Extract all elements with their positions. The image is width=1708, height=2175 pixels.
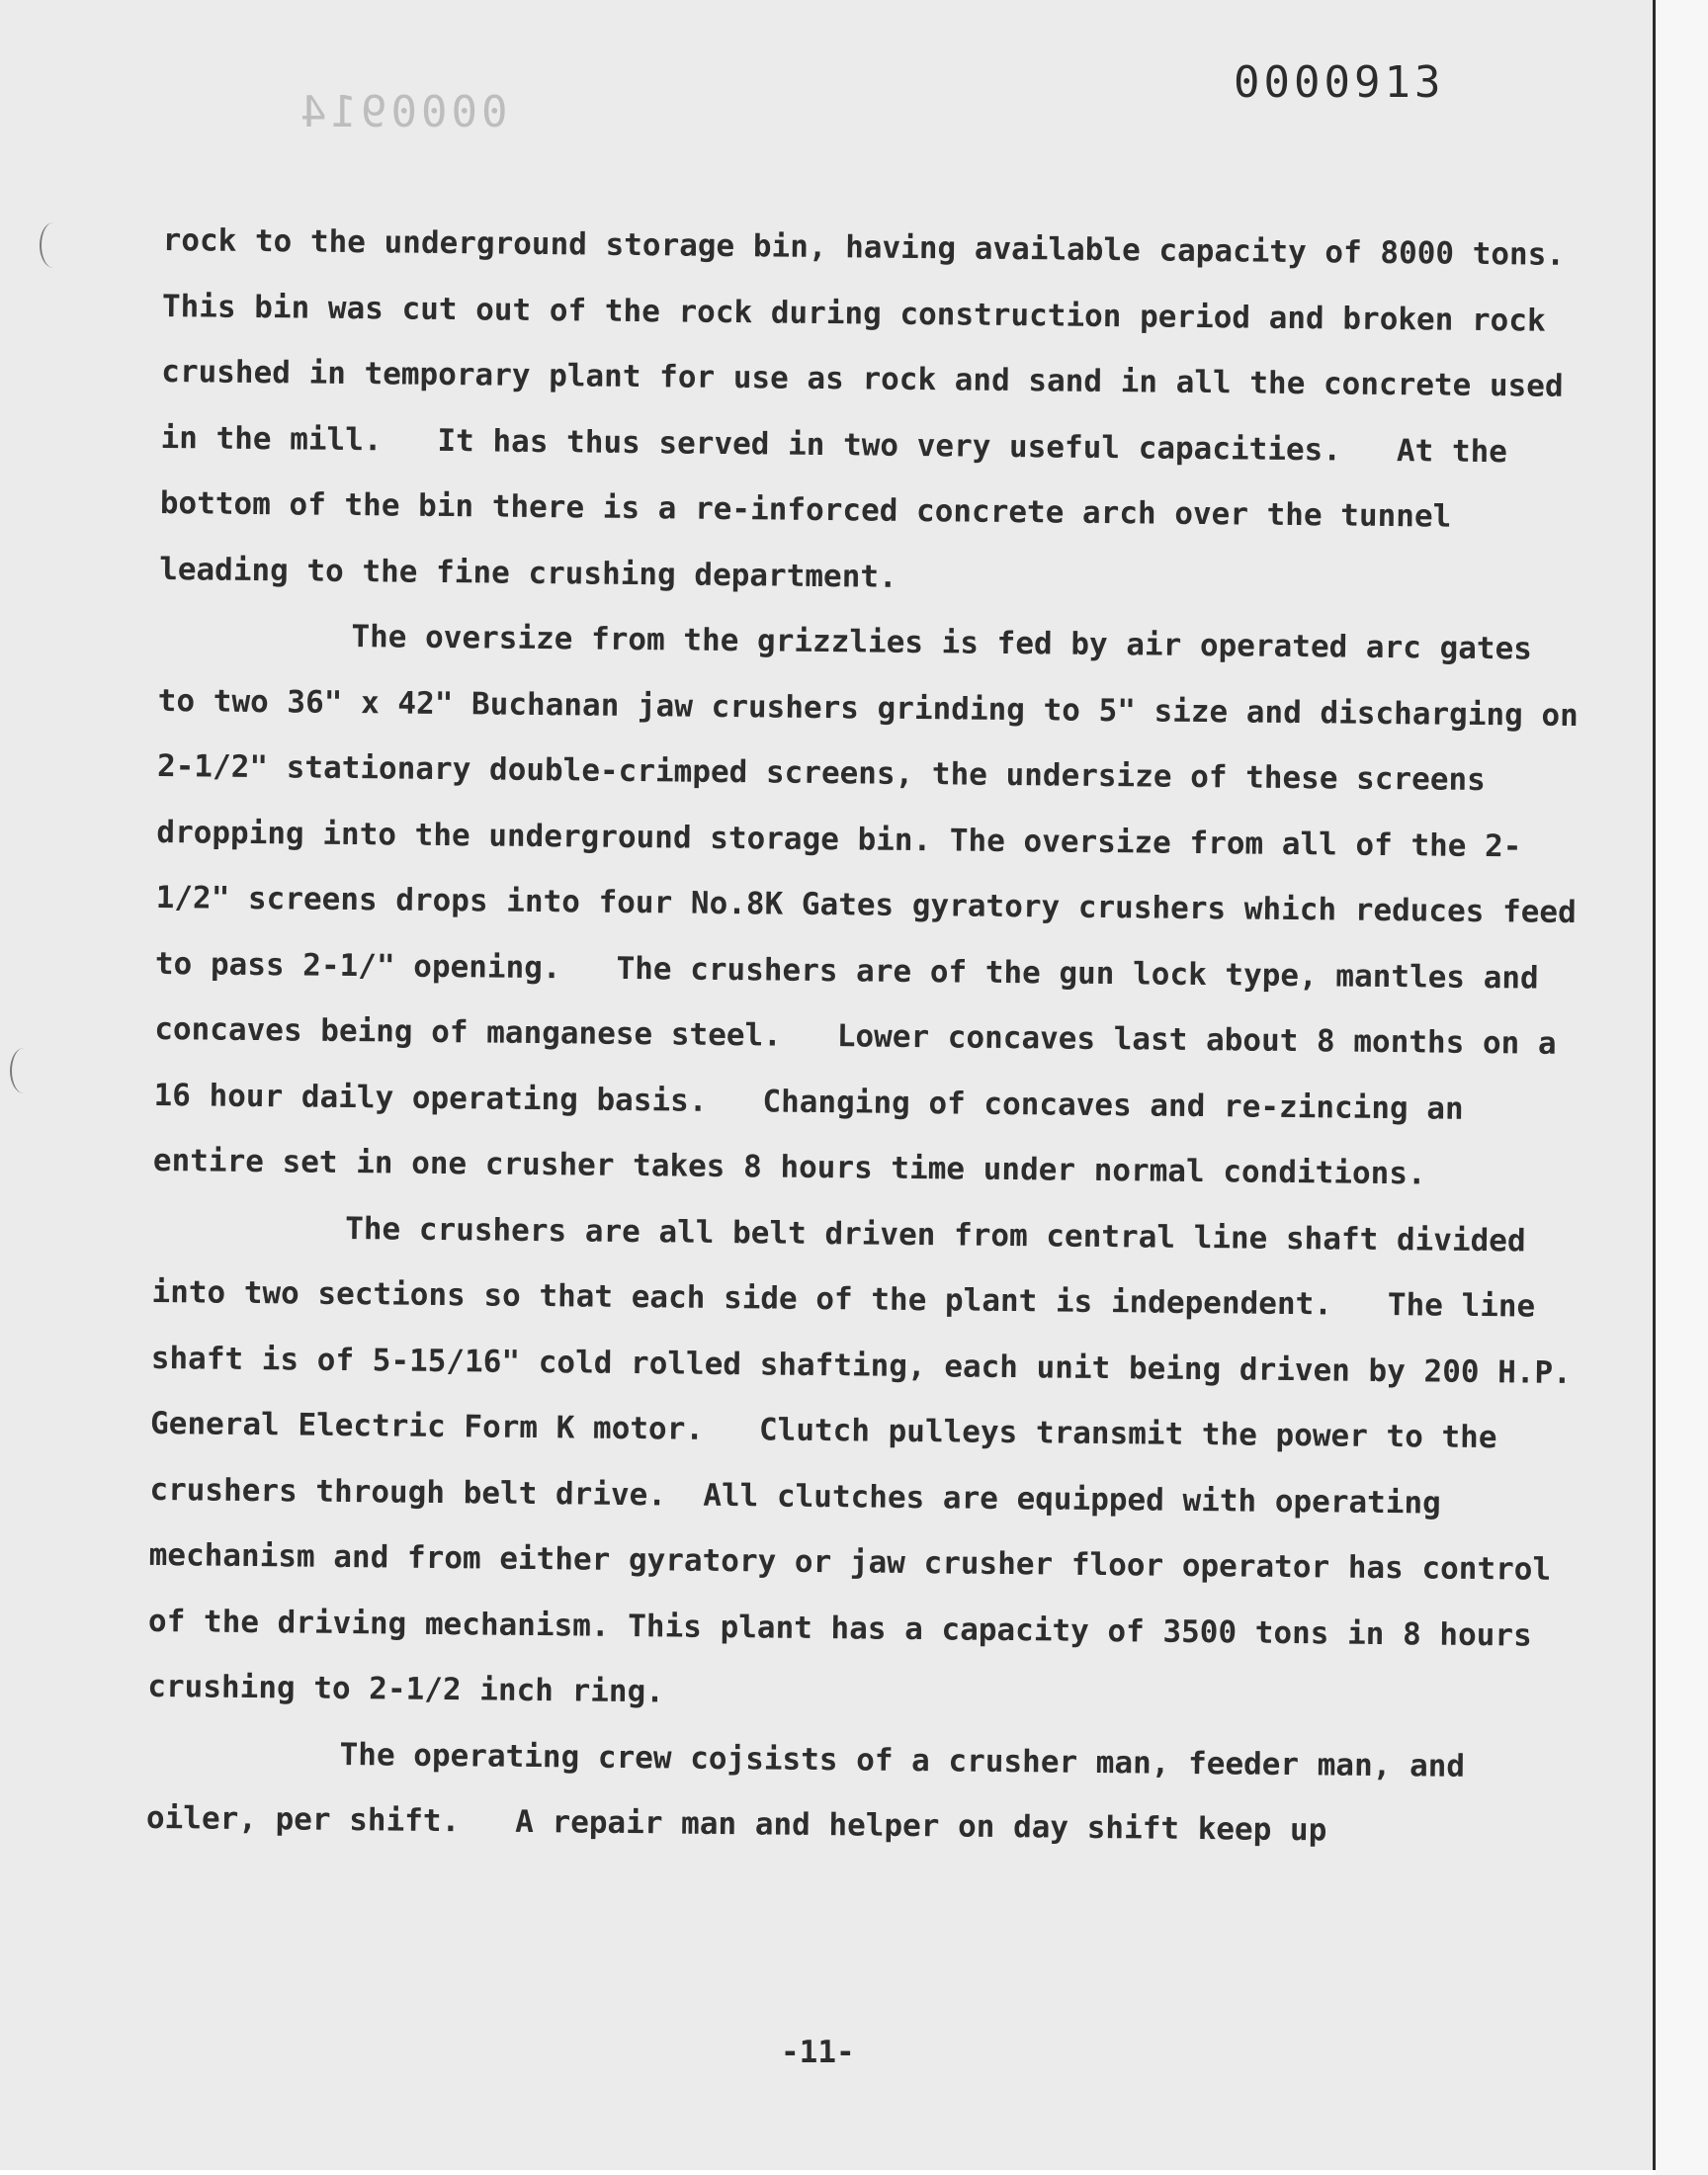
faded-bleedthrough-number: 0000914 <box>297 87 508 137</box>
body-text <box>145 208 1621 1866</box>
paragraph-3: The crushers are all belt driven from central line shaft divided into two sections so that each side of the plant is independent. The line shaft is of 5-15/16" cold rolled shafting, each unit being driven by 200 H.P. General Electric Form K motor. Clutch pulleys transmit the power to the crushers through belt drive. All clutches are equipped with operating mechanism and from either gyratory or jaw crusher floor operator has control of the driving mechanism. This plant has a capacity of 3500 tons in 8 hours crushing to 2-1/2 inch ring. <box>147 1210 1590 1710</box>
paragraph-2: The oversize from the grizzlies is fed by air operated arc gates to two 36" x 42" Buchanan jaw crushers grinding to 5" size and discharging on 2-1/2" stationary double-crimped screens, the undersize of these screens dropping into the underground storage bin. The oversize from all of the 2-1/2" screens drops into four No.8K Gates gyratory crushers which reduces feed to pass 2-1/" opening. The crushers are of the gun lock type, mantles and concaves being of manganese steel. Lower concaves last about 8 months on a 16 hour daily operating basis. Changing of concaves and re-zincing an entire set in one crusher takes 8 hours time under normal conditions. <box>152 619 1597 1192</box>
margin-mark <box>40 222 67 268</box>
scan-edge <box>1656 0 1708 2175</box>
document-number: 0000913 <box>1234 57 1445 108</box>
paragraph-1: rock to the underground storage bin, having available capacity of 8000 tons. This bin was cut out of the rock during construction period and broken rock crushed in temporary plant for use as rock and sand in all the concrete used in the mill. It has thus served in two very useful capacities. At the bottom of the bin there is a re-inforced concrete arch over the tunnel leading to the fine crushing department. <box>158 221 1621 595</box>
margin-mark <box>10 1048 38 1093</box>
page-number: -11- <box>781 2035 855 2070</box>
paragraph-4: The operating crew cojsists of a crusher man, feeder man, and oiler, per shift. A repair man and helper on day shift keep up <box>145 1736 1484 1849</box>
